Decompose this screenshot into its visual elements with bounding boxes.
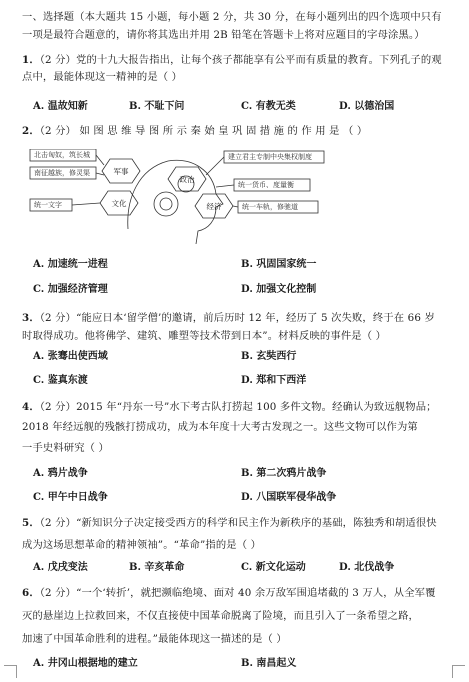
- question-number: 1．: [22, 54, 40, 66]
- q5-option-a[interactable]: A. 戊戌变法: [33, 562, 88, 573]
- q5-option-c[interactable]: C. 新文化运动: [241, 562, 306, 573]
- section-header-line2: 一项是最符合题意的，请你将其选出并用 2B 铅笔在答题卡上将对应题目的字母涂黑。）: [22, 29, 425, 41]
- q1-option-d[interactable]: D. 以德治国: [339, 101, 395, 112]
- q1-option-c[interactable]: C. 有教无类: [241, 101, 296, 112]
- note-culture: 统一文字: [34, 201, 62, 209]
- question-1-line1: 1．（2 分）党的十九大报告指出，让每个孩子都能享有公平而有质量的教育。下列孔子的观: [22, 54, 442, 66]
- hex-culture: 文化: [111, 199, 127, 208]
- crop-mark-bottom-right: [452, 665, 465, 678]
- q4-option-d[interactable]: D. 八国联军侵华战争: [241, 492, 337, 503]
- q2-option-d[interactable]: D. 加强文化控制: [241, 284, 317, 295]
- question-5-line2: 成为这场思想革命的精神领袖”。“革命”指的是（ ）: [22, 539, 262, 551]
- question-5-line1: 5．（2 分）“新知识分子决定接受西方的科学和民主作为新秩序的基础，陈独秀和胡适很快: [22, 517, 437, 529]
- question-6-line2: 灭的悬崖边上拉救回来，不仅直接使中国革命脱离了险境，而且引入了一条希望之路，: [22, 610, 419, 622]
- question-4-line1: 4．（2 分）2015 年“丹东一号”水下考古队打捞起 100 多件文物。经确认为致远舰物品；: [22, 401, 437, 413]
- q1-option-b[interactable]: B. 不耻下问: [129, 101, 185, 112]
- hex-politics: 政治: [179, 175, 195, 184]
- section-header-line1: 一、选择题（本大题共 15 小题，每小题 2 分，共 30 分，在每小题列出的四个选项中只有: [22, 11, 442, 23]
- question-number: 5．: [22, 517, 40, 529]
- question-6-line1: 6．（2 分）“一个‘转折’，就把濒临绝境、面对 40 余万敌军围追堵截的 3 万人，从全军覆: [22, 587, 436, 599]
- question-6-line3: 加速了中国革命胜利的进程。”最能体现这一描述的是（ ）: [22, 633, 287, 645]
- q4-option-c[interactable]: C. 甲午中日战争: [33, 492, 108, 503]
- q2-option-c[interactable]: C. 加强经济管理: [33, 284, 108, 295]
- question-number: 4．: [22, 401, 40, 413]
- hex-economy: 经济: [206, 202, 222, 211]
- question-3-line1: 3．（2 分）“能应日本‘留学僧’的邀请，前后历时 12 年，经历了 5 次失败，终于在 66 岁: [22, 312, 435, 324]
- mind-map-diagram: [28, 149, 440, 249]
- q2-option-a[interactable]: A. 加速统一进程: [33, 259, 108, 270]
- q1-option-a[interactable]: A. 温故知新: [33, 101, 88, 112]
- question-2-line1: 2．（2 分） 如 图 思 维 导 图 所 示 秦 始 皇 巩 固 措 施 的 作 用 是 （ ）: [22, 125, 368, 137]
- question-number: 3．: [22, 312, 40, 324]
- question-number: 6．: [22, 587, 40, 599]
- note-politics: 建立君主专制中央集权制度: [228, 153, 312, 161]
- q4-option-b[interactable]: B. 第二次鸦片战争: [241, 468, 327, 479]
- note-military-south: 南征越族，修灵渠: [34, 169, 90, 177]
- q5-option-b[interactable]: B. 辛亥革命: [129, 562, 185, 573]
- question-1-line2: 点中，最能体现这一精神的是（ ）: [22, 71, 183, 83]
- mind-map-lines: [28, 149, 440, 249]
- hex-military: 军事: [113, 167, 129, 176]
- q2-option-b[interactable]: B. 巩固国家统一: [241, 259, 317, 270]
- q3-option-b[interactable]: B. 玄奘西行: [241, 351, 297, 362]
- question-4-line2: 2018 年经远舰的残骸打捞成功，成为本年度十大考古发现之一。这些文物可以作为第: [22, 421, 418, 433]
- question-number: 2．: [22, 125, 40, 137]
- q6-option-a[interactable]: A. 井冈山根据地的建立: [33, 658, 138, 669]
- note-economy-currency: 统一货币、度量衡: [238, 181, 294, 189]
- q3-option-d[interactable]: D. 郑和下西洋: [241, 375, 307, 386]
- note-military-north: 北击匈奴，筑长城: [34, 151, 90, 159]
- note-economy-roads: 统一车轨，修驰道: [242, 203, 298, 211]
- q3-option-a[interactable]: A. 张骞出使西域: [33, 351, 108, 362]
- question-3-line2: 时取得成功。他将佛学、建筑、雕塑等技术带到日本”。材料反映的事件是（ ）: [22, 330, 387, 342]
- question-4-line3: 一手史料研究（ ）: [22, 442, 109, 454]
- q4-option-a[interactable]: A. 鸦片战争: [33, 468, 88, 479]
- q6-option-b[interactable]: B. 南昌起义: [241, 658, 297, 669]
- q5-option-d[interactable]: D. 北伐战争: [339, 562, 395, 573]
- q3-option-c[interactable]: C. 鉴真东渡: [33, 375, 88, 386]
- crop-mark-bottom-left: [4, 665, 17, 678]
